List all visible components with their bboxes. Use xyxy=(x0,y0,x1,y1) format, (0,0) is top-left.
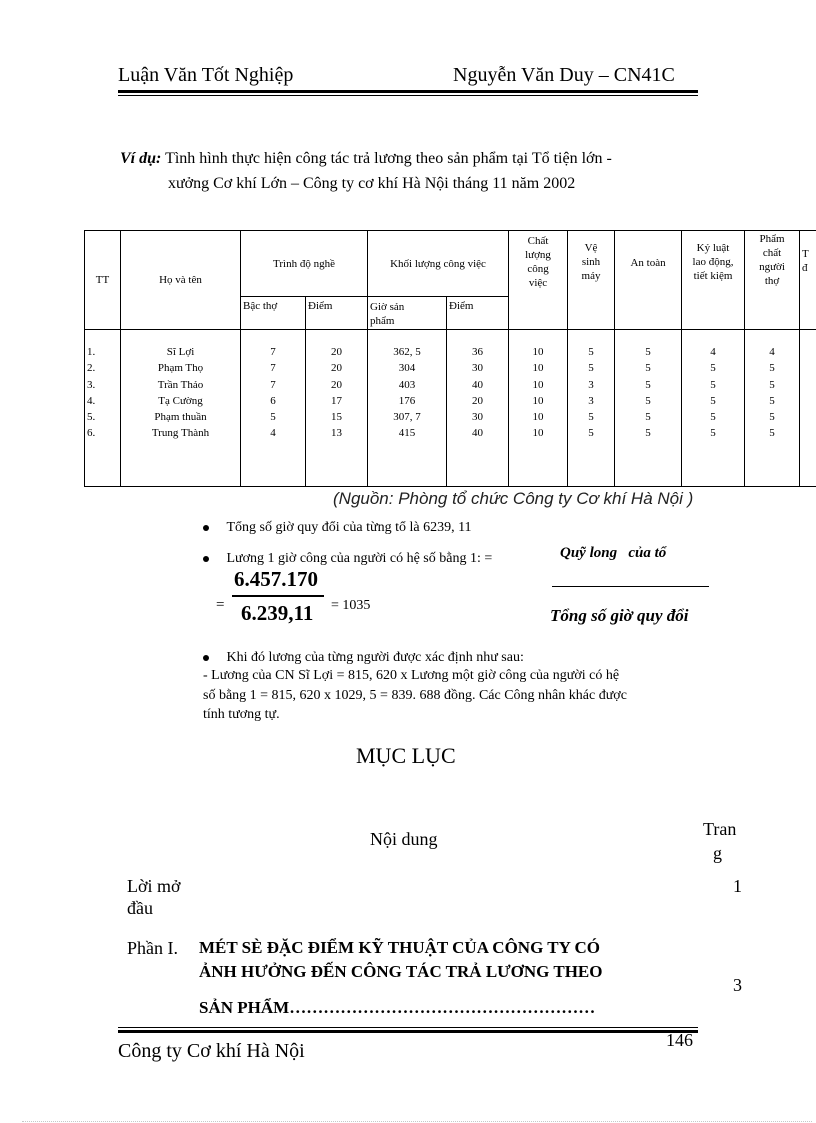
header-discipline: Kỷ luật lao động, tiết kiệm xyxy=(682,231,745,330)
cell-points2: 30 xyxy=(472,362,483,375)
cell-tt: 5. xyxy=(87,411,96,424)
cell-name: Phạm Thọ xyxy=(157,362,204,375)
header-character: Phẩm chất người thợ xyxy=(745,231,800,330)
cell-character: 5 xyxy=(769,427,775,440)
bullet-dot-icon xyxy=(203,655,209,661)
cell-grade: 5 xyxy=(270,411,276,424)
cell-name: Trung Thành xyxy=(151,427,210,440)
cell-hygiene: 5 xyxy=(588,427,594,440)
cell-quality: 10 xyxy=(532,411,544,424)
cell-safety: 5 xyxy=(645,427,651,440)
cell-quality: 10 xyxy=(532,362,544,375)
detail-line-1: - Lương của CN Sĩ Lợi = 815, 620 x Lương một giờ công của người có hệ xyxy=(203,668,620,683)
cell-points2: 30 xyxy=(472,411,483,424)
toc-part-line-2: ẢNH HƯỞNG ĐẾN CÔNG TÁC TRẢ LƯƠNG THEO xyxy=(199,962,603,981)
toc-part-line-1: MÉT SÈ ĐẶC ĐIỂM KỸ THUẬT CỦA CÔNG TY CÓ xyxy=(199,938,600,957)
header-tt: TT xyxy=(85,231,121,330)
cell-name: Sĩ Lợi xyxy=(166,346,195,358)
equals-sign: = xyxy=(216,597,225,613)
col-tt xyxy=(85,330,121,487)
toc-intro-page: 1 xyxy=(733,876,742,896)
cell-points2: 36 xyxy=(472,346,483,358)
cell-hygiene: 3 xyxy=(588,394,594,407)
footer-left: Công ty Cơ khí Hà Nội xyxy=(118,1040,305,1062)
cell-hygiene: 3 xyxy=(588,378,594,391)
toc-content-header: Nội dung xyxy=(370,829,438,849)
cell-hours: 403 xyxy=(398,378,416,391)
cell-hours: 307, 7 xyxy=(393,411,421,424)
cell-discipline: 5 xyxy=(710,362,716,375)
col-quality xyxy=(509,330,568,487)
cell-discipline: 5 xyxy=(710,394,716,407)
bullet-dot-icon xyxy=(203,556,209,562)
cell-grade: 6 xyxy=(270,394,276,407)
big-fraction-line xyxy=(232,595,324,597)
cell-points1: 20 xyxy=(331,378,342,391)
big-numerator: 6.457.170 xyxy=(234,567,318,591)
toc-part-line-3: SẢN PHẨM……………………………………………… xyxy=(199,998,596,1017)
cell-grade: 7 xyxy=(270,378,276,391)
cell-hygiene: 5 xyxy=(588,346,594,358)
cell-hours: 362, 5 xyxy=(393,346,421,358)
cell-character: 5 xyxy=(769,411,775,424)
col-points1 xyxy=(306,330,368,487)
header-workload: Khối lượng công việc xyxy=(368,231,509,297)
header-hygiene: Vệ sinh máy xyxy=(568,231,615,330)
header-name: Họ và tên xyxy=(121,231,241,330)
cell-tt: 3. xyxy=(87,378,96,391)
cell-hygiene: 5 xyxy=(588,362,594,375)
header-hours: Giờ sản phẩm xyxy=(368,297,447,330)
table-body-row xyxy=(85,330,816,487)
example-caption-line2: xưởng Cơ khí Lớn – Công ty cơ khí Hà Nội tháng 11 năm 2002 xyxy=(168,175,576,192)
detail-line-3: tính tương tự. xyxy=(203,707,280,722)
fraction-numerator: Quỹ long của tổ xyxy=(560,545,667,561)
footer-rule-thin xyxy=(118,1027,698,1028)
toc-page-header-2: g xyxy=(713,843,722,863)
header-grade: Bậc thợ xyxy=(241,297,306,330)
header-cutoff: T đ xyxy=(800,231,816,330)
fraction-result: = 1035 xyxy=(331,598,371,613)
cell-points1: 13 xyxy=(331,427,342,440)
header-quality: Chất lượng công việc xyxy=(509,231,568,330)
cell-points1: 20 xyxy=(331,362,342,375)
header-points1: Điểm xyxy=(306,297,368,330)
fraction-line xyxy=(552,586,709,587)
header-rule-thin xyxy=(118,95,698,96)
cell-grade: 7 xyxy=(270,362,276,375)
col-points2 xyxy=(447,330,509,487)
header-points2: Điểm xyxy=(447,297,509,330)
bullet-3: Khi đó lương của từng người được xác định như sau: xyxy=(203,650,524,666)
cell-quality: 10 xyxy=(532,427,544,440)
cell-character: 5 xyxy=(769,378,775,391)
cell-tt: 2. xyxy=(87,362,96,375)
cell-safety: 5 xyxy=(645,411,651,424)
cell-grade: 7 xyxy=(270,346,276,358)
bullet-dot-icon xyxy=(203,525,209,531)
cell-tt: 4. xyxy=(87,394,96,407)
cell-hours: 304 xyxy=(398,362,416,375)
toc-page-header-1: Tran xyxy=(703,819,737,839)
cell-name: Trần Thảo xyxy=(157,378,204,391)
page-edge xyxy=(22,1121,812,1122)
salary-table xyxy=(84,230,816,487)
toc-intro-2: đầu xyxy=(127,898,153,918)
toc-title: MỤC LỤC xyxy=(356,743,456,768)
cell-hours: 176 xyxy=(398,394,416,407)
col-discipline xyxy=(682,330,745,487)
big-denominator: 6.239,11 xyxy=(241,601,314,625)
cell-discipline: 5 xyxy=(710,378,716,391)
header-skill: Trình độ nghề xyxy=(241,231,368,297)
cell-points2: 20 xyxy=(472,394,483,407)
col-grade xyxy=(241,330,306,487)
example-label: Ví dụ: xyxy=(120,150,162,167)
toc-part-label: Phần I. xyxy=(127,938,178,958)
cell-quality: 10 xyxy=(532,346,544,358)
cell-character: 5 xyxy=(769,362,775,375)
cell-quality: 10 xyxy=(532,394,544,407)
cell-safety: 5 xyxy=(645,362,651,375)
cell-tt: 6. xyxy=(87,427,96,440)
cell-name: Tạ Cường xyxy=(158,394,203,407)
cell-points2: 40 xyxy=(472,378,483,391)
detail-line-2: số bằng 1 = 815, 620 x 1029, 5 = 839. 688 đồng. Các Công nhân khác được xyxy=(203,688,627,703)
footer-page-number: 146 xyxy=(666,1030,693,1050)
header-rule-thick xyxy=(118,90,698,93)
example-text-1: Tình hình thực hiện công tác trả lương theo sản phẩm tại Tổ tiện lớn - xyxy=(165,150,612,167)
cell-safety: 5 xyxy=(645,346,651,358)
cell-name: Phạm thuần xyxy=(154,411,207,424)
header-right: Nguyễn Văn Duy – CN41C xyxy=(453,64,675,86)
col-safety xyxy=(615,330,682,487)
cell-points1: 15 xyxy=(331,411,342,424)
source-note: (Nguồn: Phòng tổ chức Công ty Cơ khí Hà Nội ) xyxy=(333,489,694,508)
cell-discipline: 4 xyxy=(710,346,716,358)
cell-character: 5 xyxy=(769,394,775,407)
bullet-2: Lương 1 giờ công của người có hệ số bằng 1: = xyxy=(203,551,492,567)
cell-hygiene: 5 xyxy=(588,411,594,424)
cell-safety: 5 xyxy=(645,394,651,407)
cell-hours: 415 xyxy=(398,427,416,440)
example-caption-line1 xyxy=(120,150,612,168)
cell-quality: 10 xyxy=(532,378,544,391)
toc-intro-1: Lời mở xyxy=(127,876,181,896)
header-safety: An toàn xyxy=(615,231,682,330)
bullet-1: Tổng số giờ quy đổi của từng tổ là 6239, 11 xyxy=(203,520,472,536)
cell-safety: 5 xyxy=(645,378,651,391)
cell-points2: 40 xyxy=(472,427,483,440)
footer-rule-thick xyxy=(118,1030,698,1033)
cell-discipline: 5 xyxy=(710,411,716,424)
cell-character: 4 xyxy=(769,346,775,358)
col-hygiene xyxy=(568,330,615,487)
col-name xyxy=(121,330,241,487)
cell-points1: 17 xyxy=(331,394,342,407)
col-character xyxy=(745,330,800,487)
table-header-row xyxy=(85,231,816,297)
toc-part-page: 3 xyxy=(733,975,742,995)
fraction-denominator: Tổng số giờ quy đổi xyxy=(550,606,689,625)
header-left: Luận Văn Tốt Nghiệp xyxy=(118,64,294,86)
cell-points1: 20 xyxy=(331,346,342,358)
cell-discipline: 5 xyxy=(710,427,716,440)
col-cutoff xyxy=(800,330,816,487)
col-hours xyxy=(368,330,447,487)
cell-tt: 1. xyxy=(87,346,96,358)
cell-grade: 4 xyxy=(270,427,276,440)
